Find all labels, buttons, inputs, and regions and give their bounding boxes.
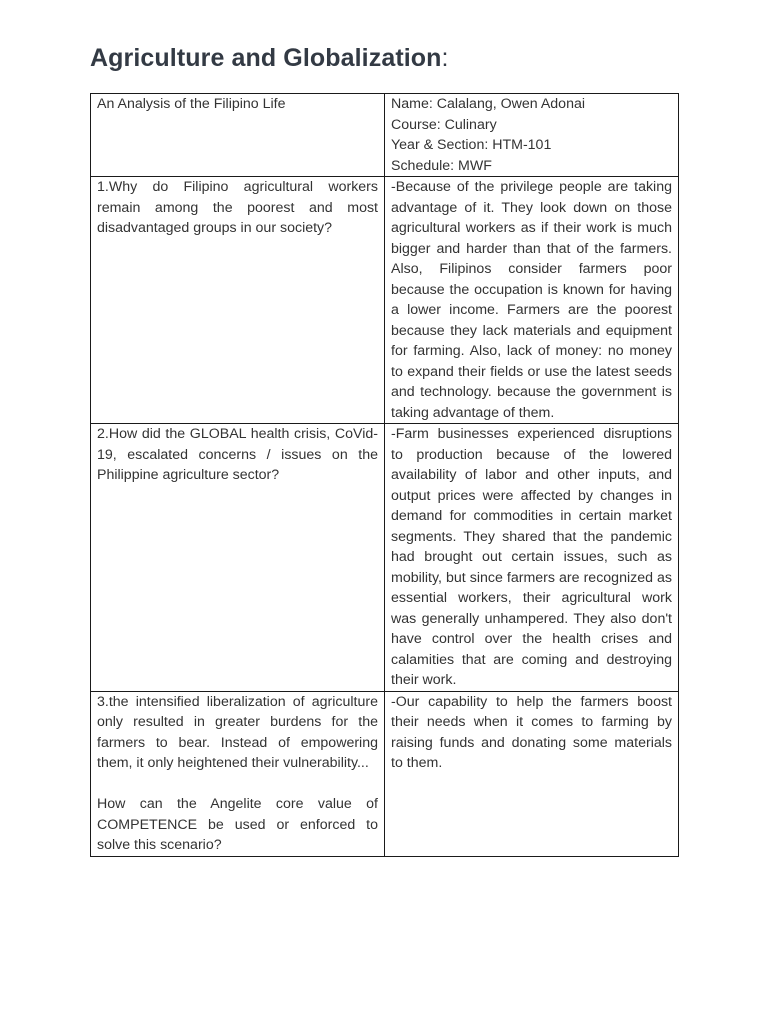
- document-title-text: Agriculture and Globalization: [90, 44, 442, 72]
- student-year-section: Year & Section: HTM-101: [391, 137, 552, 153]
- analysis-subtitle: An Analysis of the Filipino Life: [97, 96, 286, 112]
- question-1-text: 1.Why do Filipino agricultural workers remain among the poorest and most disadvantaged groups in our society?: [97, 179, 378, 236]
- question-3-followup-text: How can the Angelite core value of COMPETENCE be used or enforced to solve this scenario?: [97, 796, 378, 853]
- answer-2-text: -Farm businesses experienced disruptions to production because of the lowered availability of labor and other inputs, and output prices were affected by changes in demand for commodities in certain market segments. They shared that the pandemic had brought out certain issues, such as mobility, but since farmers are recognized as essential workers, their agricultural work was generally unhampered. They also don't have control over the health crises and calamities that are coming and destroying their work.: [391, 426, 672, 688]
- qa-table: [90, 93, 679, 857]
- question-cell-3: [91, 691, 385, 856]
- header-right-cell: [385, 94, 679, 177]
- answer-cell-2: [385, 424, 679, 692]
- question-cell-2: [91, 424, 385, 692]
- document-title-colon: :: [441, 44, 449, 72]
- document-title: [90, 44, 449, 73]
- table-row-header: [91, 94, 679, 177]
- table-row: [91, 691, 679, 856]
- paragraph-gap: [97, 774, 378, 795]
- question-cell-1: [91, 177, 385, 424]
- student-name: Name: Calalang, Owen Adonai: [391, 96, 586, 112]
- question-3-text: 3.the intensified liberalization of agriculture only resulted in greater burdens for the farmers to bear. Instead of empowering them, it only heightened their vulnerability...: [97, 693, 378, 771]
- answer-1-text: -Because of the privilege people are taking advantage of it. They look down on those agricultural workers as if their work is much bigger and harder than that of the farmers. Also, Filipinos consider farmers poor because the occupation is known for having a lower income. Farmers are the poorest because they lack materials and equipment for farming. Also, lack of money: no money to expand their fields or use the latest seeds and technology. because the government is taking advantage of them.: [391, 179, 672, 421]
- answer-3-text: -Our capability to help the farmers boost their needs when it comes to farming by raising funds and donating some materials to them.: [391, 693, 672, 771]
- header-left-cell: [91, 94, 385, 177]
- student-schedule: Schedule: MWF: [391, 157, 492, 174]
- answer-cell-3: [385, 691, 679, 856]
- student-course: Course: Culinary: [391, 116, 497, 133]
- table-row: [91, 177, 679, 424]
- table-row: [91, 424, 679, 692]
- question-2-text: 2.How did the GLOBAL health crisis, CoVid-19, escalated concerns / issues on the Philippine agriculture sector?: [97, 426, 378, 483]
- answer-cell-1: [385, 177, 679, 424]
